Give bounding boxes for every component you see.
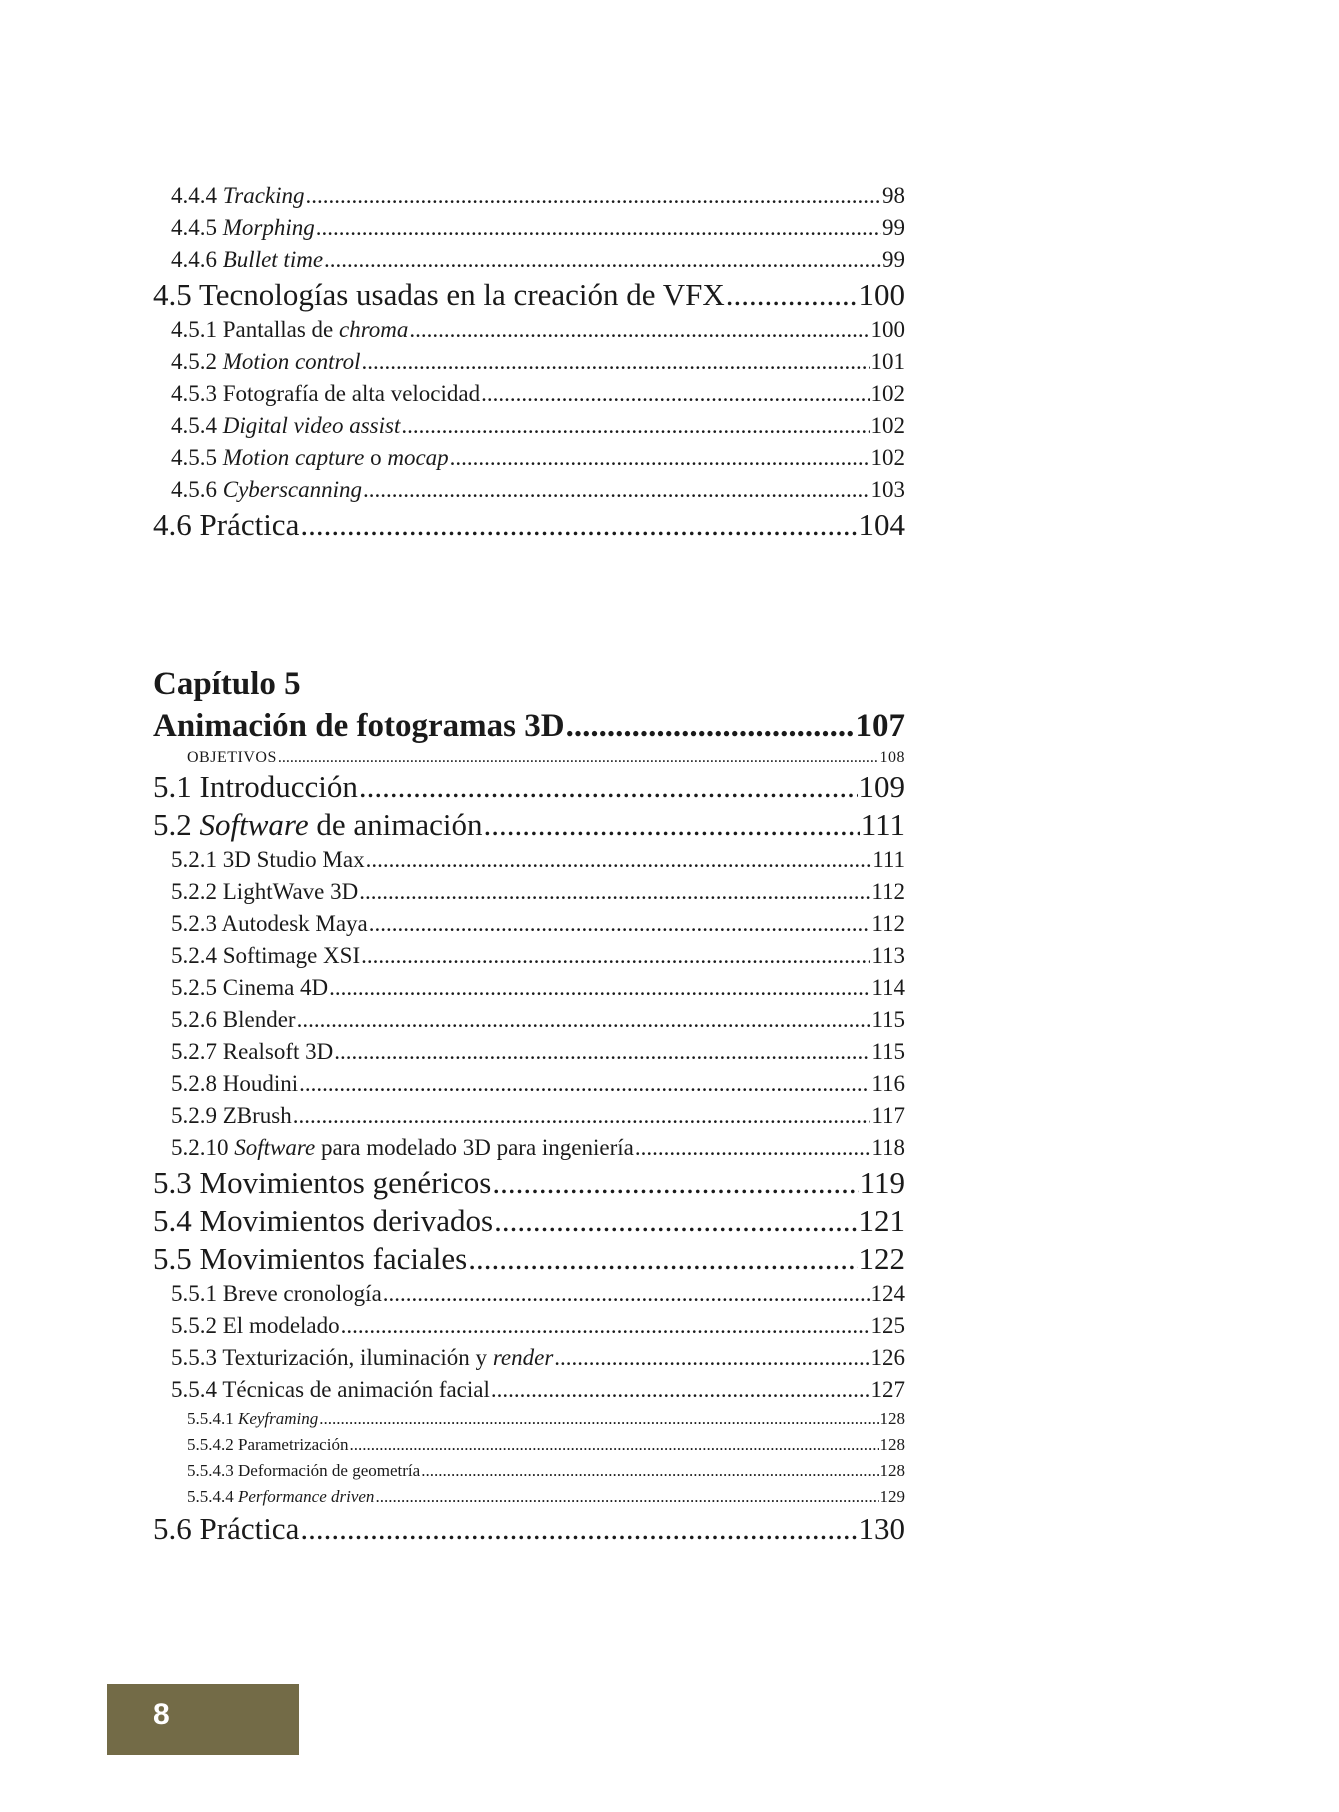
page-number: 129 <box>879 1487 905 1506</box>
title-segment: 5.2.2 LightWave 3D <box>171 879 359 904</box>
toc-entry-title <box>171 1132 634 1164</box>
chapter-label: Capítulo 5 <box>153 666 301 702</box>
title-segment: 4.5.1 Pantallas de <box>171 317 339 342</box>
leader-dots <box>492 1164 858 1202</box>
toc-entry-title <box>153 1202 493 1240</box>
leader-dots <box>450 442 870 474</box>
title-segment: para modelado 3D para ingeniería <box>315 1135 634 1160</box>
toc-entry-title <box>171 1374 490 1406</box>
toc-entry-title <box>171 1278 382 1310</box>
title-segment: Software <box>199 807 309 842</box>
toc-entry[interactable] <box>153 1240 905 1278</box>
toc-entry[interactable] <box>153 1458 905 1484</box>
title-segment: 5.2.6 Blender <box>171 1007 296 1032</box>
title-segment: 5.2.10 <box>171 1135 235 1160</box>
toc-entry-title <box>171 1100 292 1132</box>
toc-entry-title <box>187 748 277 768</box>
leader-dots <box>293 1100 871 1132</box>
toc-entry-title <box>171 972 328 1004</box>
leader-dots <box>319 1406 878 1432</box>
title-segment: 4.4.6 <box>171 247 223 272</box>
title-segment: de animación <box>308 807 483 842</box>
leader-dots <box>366 844 872 876</box>
page-number: 125 <box>870 1313 905 1338</box>
leader-dots <box>375 1484 878 1510</box>
page-number: 102 <box>870 445 905 470</box>
toc-entry[interactable] <box>153 410 905 442</box>
page-number: 116 <box>871 1071 905 1096</box>
toc-entry[interactable] <box>153 806 905 844</box>
title-segment: 5.5.4 Técnicas de animación facial <box>171 1377 490 1402</box>
toc-entry[interactable] <box>153 346 905 378</box>
page-number: 111 <box>872 847 905 872</box>
leader-dots <box>349 1432 878 1458</box>
toc-entry-title <box>153 1164 491 1202</box>
chapter-title: Animación de fotogramas 3D <box>153 708 565 744</box>
leader-dots <box>483 806 859 844</box>
toc-entry-title <box>171 180 305 212</box>
title-segment: 4.5.4 <box>171 413 223 438</box>
leader-dots <box>297 1004 871 1036</box>
leader-dots <box>409 314 869 346</box>
title-segment: 5.5.4.4 <box>187 1487 238 1506</box>
title-segment: 4.5.6 <box>171 477 223 502</box>
toc-entry[interactable] <box>153 748 905 768</box>
title-segment: 5.5.4.1 <box>187 1409 238 1428</box>
toc-entry[interactable] <box>153 244 905 276</box>
toc-entry[interactable] <box>153 908 905 940</box>
leader-dots <box>362 346 870 378</box>
toc-entry[interactable] <box>153 1374 905 1406</box>
leader-dots <box>316 212 881 244</box>
toc-entry-title <box>153 506 299 544</box>
toc-entry[interactable] <box>153 442 905 474</box>
leader-dots <box>481 378 869 410</box>
page-number: 127 <box>870 1377 905 1402</box>
toc-entry-title <box>153 1510 299 1548</box>
page-number: 115 <box>871 1007 905 1032</box>
page-number: 108 <box>879 749 905 766</box>
toc-entry-title <box>171 1310 340 1342</box>
toc-entry[interactable] <box>153 1100 905 1132</box>
leader-dots <box>359 768 858 806</box>
page-number: 118 <box>871 1135 905 1160</box>
toc-entry[interactable] <box>153 1432 905 1458</box>
toc-entry-title <box>153 806 482 844</box>
title-segment: 4.5.2 <box>171 349 223 374</box>
title-segment: Bullet time <box>222 247 324 272</box>
toc-entry-title <box>171 244 323 276</box>
leader-dots <box>306 180 881 212</box>
toc-entry-title <box>187 1484 374 1510</box>
title-segment: Keyframing <box>238 1409 319 1428</box>
page-footer-badge <box>107 1684 299 1755</box>
title-segment: 5.4 Movimientos derivados <box>153 1203 494 1238</box>
leader-dots <box>300 506 857 544</box>
leader-dots <box>299 1068 870 1100</box>
page-number: 100 <box>858 277 905 312</box>
toc-entry-title <box>171 442 449 474</box>
leader-dots <box>554 1342 869 1374</box>
page-number: 99 <box>882 215 905 240</box>
title-segment: 4.6 Práctica <box>153 507 300 542</box>
leader-dots <box>329 972 870 1004</box>
page-number: 114 <box>871 975 905 1000</box>
leader-dots <box>300 1510 857 1548</box>
toc-entry[interactable] <box>153 1278 905 1310</box>
title-segment: Tracking <box>222 183 305 208</box>
toc-chapter5-entries <box>153 748 905 1548</box>
title-segment: 4.4.5 <box>171 215 223 240</box>
title-segment: 5.6 Práctica <box>153 1511 300 1546</box>
title-segment: chroma <box>339 317 409 342</box>
chapter-title-entry[interactable] <box>153 704 905 748</box>
leader-dots <box>421 1458 878 1484</box>
leader-dots <box>566 704 855 748</box>
page-number: 101 <box>870 349 905 374</box>
toc-entry-title <box>171 1342 553 1374</box>
page-number: 117 <box>871 1103 905 1128</box>
toc-entry[interactable] <box>153 1406 905 1432</box>
toc-entry-title <box>187 1458 420 1484</box>
title-segment: o <box>364 445 388 470</box>
toc-entry-title <box>171 844 365 876</box>
title-segment: Morphing <box>222 215 315 240</box>
toc-entry-title <box>153 276 725 314</box>
toc-entry[interactable] <box>153 474 905 506</box>
toc-chapter4-continuation <box>153 180 905 544</box>
page-number: 109 <box>858 769 905 804</box>
toc-entry-title <box>171 346 361 378</box>
title-segment: 5.2.4 Softimage XSI <box>171 943 361 968</box>
toc-chapter5 <box>153 664 905 1548</box>
page-number: 111 <box>860 807 905 842</box>
title-segment: 5.2.3 Autodesk Maya <box>171 911 368 936</box>
title-segment: Digital video assist <box>222 413 401 438</box>
title-segment: 5.5.1 Breve cronología <box>171 1281 382 1306</box>
title-segment: 5.2.7 Realsoft 3D <box>171 1039 334 1064</box>
page-number: 102 <box>870 413 905 438</box>
toc-entry[interactable] <box>153 876 905 908</box>
toc-entry-title <box>153 768 358 806</box>
page-number: 99 <box>882 247 905 272</box>
toc-entry[interactable] <box>153 1342 905 1374</box>
toc-entry[interactable] <box>153 1484 905 1510</box>
title-segment: 5.5.4.3 Deformación de geometría <box>187 1461 421 1480</box>
leader-dots <box>341 1310 870 1342</box>
leader-dots <box>359 876 870 908</box>
toc-entry[interactable] <box>153 1132 905 1164</box>
toc-entry-title <box>171 1036 333 1068</box>
page-number: 112 <box>871 911 905 936</box>
toc-entry[interactable] <box>153 212 905 244</box>
toc-entry[interactable] <box>153 1068 905 1100</box>
title-segment: 5.5 Movimientos faciales <box>153 1241 468 1276</box>
toc-entry-title <box>171 474 362 506</box>
page-number-label: 8 <box>153 1698 170 1731</box>
leader-dots <box>635 1132 870 1164</box>
toc-entry[interactable] <box>153 844 905 876</box>
page-number: 104 <box>858 507 905 542</box>
title-segment: 4.5.3 Fotografía de alta velocidad <box>171 381 481 406</box>
toc-entry-title <box>187 1432 348 1458</box>
page-number: 107 <box>855 708 905 744</box>
page-number: 122 <box>858 1241 905 1276</box>
title-segment: Cyberscanning <box>222 477 363 502</box>
page-number: 130 <box>858 1511 905 1546</box>
toc-entry[interactable] <box>153 768 905 806</box>
leader-dots <box>278 748 879 768</box>
toc-entry-title <box>171 1004 296 1036</box>
toc-entry-title <box>171 410 400 442</box>
toc-entry[interactable] <box>153 1510 905 1548</box>
toc-entry[interactable] <box>153 378 905 410</box>
title-segment: 4.5 Tecnologías usadas en la creación de VFX <box>153 277 725 312</box>
title-segment: 4.5.5 <box>171 445 223 470</box>
leader-dots <box>491 1374 870 1406</box>
title-segment: 5.5.4.2 Parametrización <box>187 1435 349 1454</box>
title-segment: 5.2.9 ZBrush <box>171 1103 292 1128</box>
toc-entry[interactable] <box>153 1310 905 1342</box>
page-number: 115 <box>871 1039 905 1064</box>
leader-dots <box>401 410 869 442</box>
page-number: 126 <box>870 1345 905 1370</box>
toc-entry-title <box>171 212 315 244</box>
page-number: 119 <box>859 1165 905 1200</box>
toc-entry[interactable] <box>153 1164 905 1202</box>
toc-entry[interactable] <box>153 180 905 212</box>
leader-dots <box>334 1036 870 1068</box>
leader-dots <box>468 1240 857 1278</box>
page-number: 102 <box>870 381 905 406</box>
toc-entry-title <box>171 876 358 908</box>
page-number: 113 <box>871 943 905 968</box>
title-segment: 5.5.2 El modelado <box>171 1313 340 1338</box>
leader-dots <box>369 908 871 940</box>
toc-entry[interactable] <box>153 972 905 1004</box>
toc-entry[interactable] <box>153 940 905 972</box>
leader-dots <box>726 276 858 314</box>
title-segment: 5.2 <box>153 807 200 842</box>
page-number: 112 <box>871 879 905 904</box>
page-number: 128 <box>879 1435 905 1454</box>
leader-dots <box>494 1202 857 1240</box>
toc-entry[interactable] <box>153 1036 905 1068</box>
title-segment: OBJETIVOS <box>187 749 277 766</box>
toc-entry[interactable] <box>153 1202 905 1240</box>
page-number: 128 <box>879 1461 905 1480</box>
title-segment: 5.1 Introducción <box>153 769 358 804</box>
toc-entry[interactable] <box>153 1004 905 1036</box>
title-segment: 5.2.8 Houdini <box>171 1071 299 1096</box>
toc-entry-title <box>171 940 360 972</box>
toc-entry[interactable] <box>153 276 905 314</box>
title-segment: Motion control <box>222 349 361 374</box>
leader-dots <box>363 474 869 506</box>
toc-entry-title <box>171 314 408 346</box>
title-segment: 5.5.3 Texturización, iluminación y <box>171 1345 493 1370</box>
toc-entry-title <box>153 1240 467 1278</box>
title-segment: 4.4.4 <box>171 183 223 208</box>
leader-dots <box>383 1278 870 1310</box>
leader-dots <box>361 940 870 972</box>
leader-dots <box>324 244 881 276</box>
title-segment: 5.2.5 Cinema 4D <box>171 975 329 1000</box>
title-segment: Motion capture <box>222 445 365 470</box>
title-segment: Performance driven <box>238 1487 375 1506</box>
title-segment: Software <box>234 1135 316 1160</box>
page-number: 121 <box>858 1203 905 1238</box>
page-number: 100 <box>870 317 905 342</box>
page-number: 124 <box>870 1281 905 1306</box>
title-segment: render <box>492 1345 554 1370</box>
toc-entry-title <box>171 378 480 410</box>
toc-entry[interactable] <box>153 314 905 346</box>
title-segment: 5.2.1 3D Studio Max <box>171 847 365 872</box>
page-number: 128 <box>879 1409 905 1428</box>
title-segment: 5.3 Movimientos genéricos <box>153 1165 492 1200</box>
toc-entry-title <box>171 908 368 940</box>
title-segment: mocap <box>387 445 449 470</box>
page-number: 103 <box>870 477 905 502</box>
page-number: 98 <box>882 183 905 208</box>
toc-entry-title <box>171 1068 298 1100</box>
toc-entry-title <box>187 1406 318 1432</box>
toc-entry[interactable] <box>153 506 905 544</box>
